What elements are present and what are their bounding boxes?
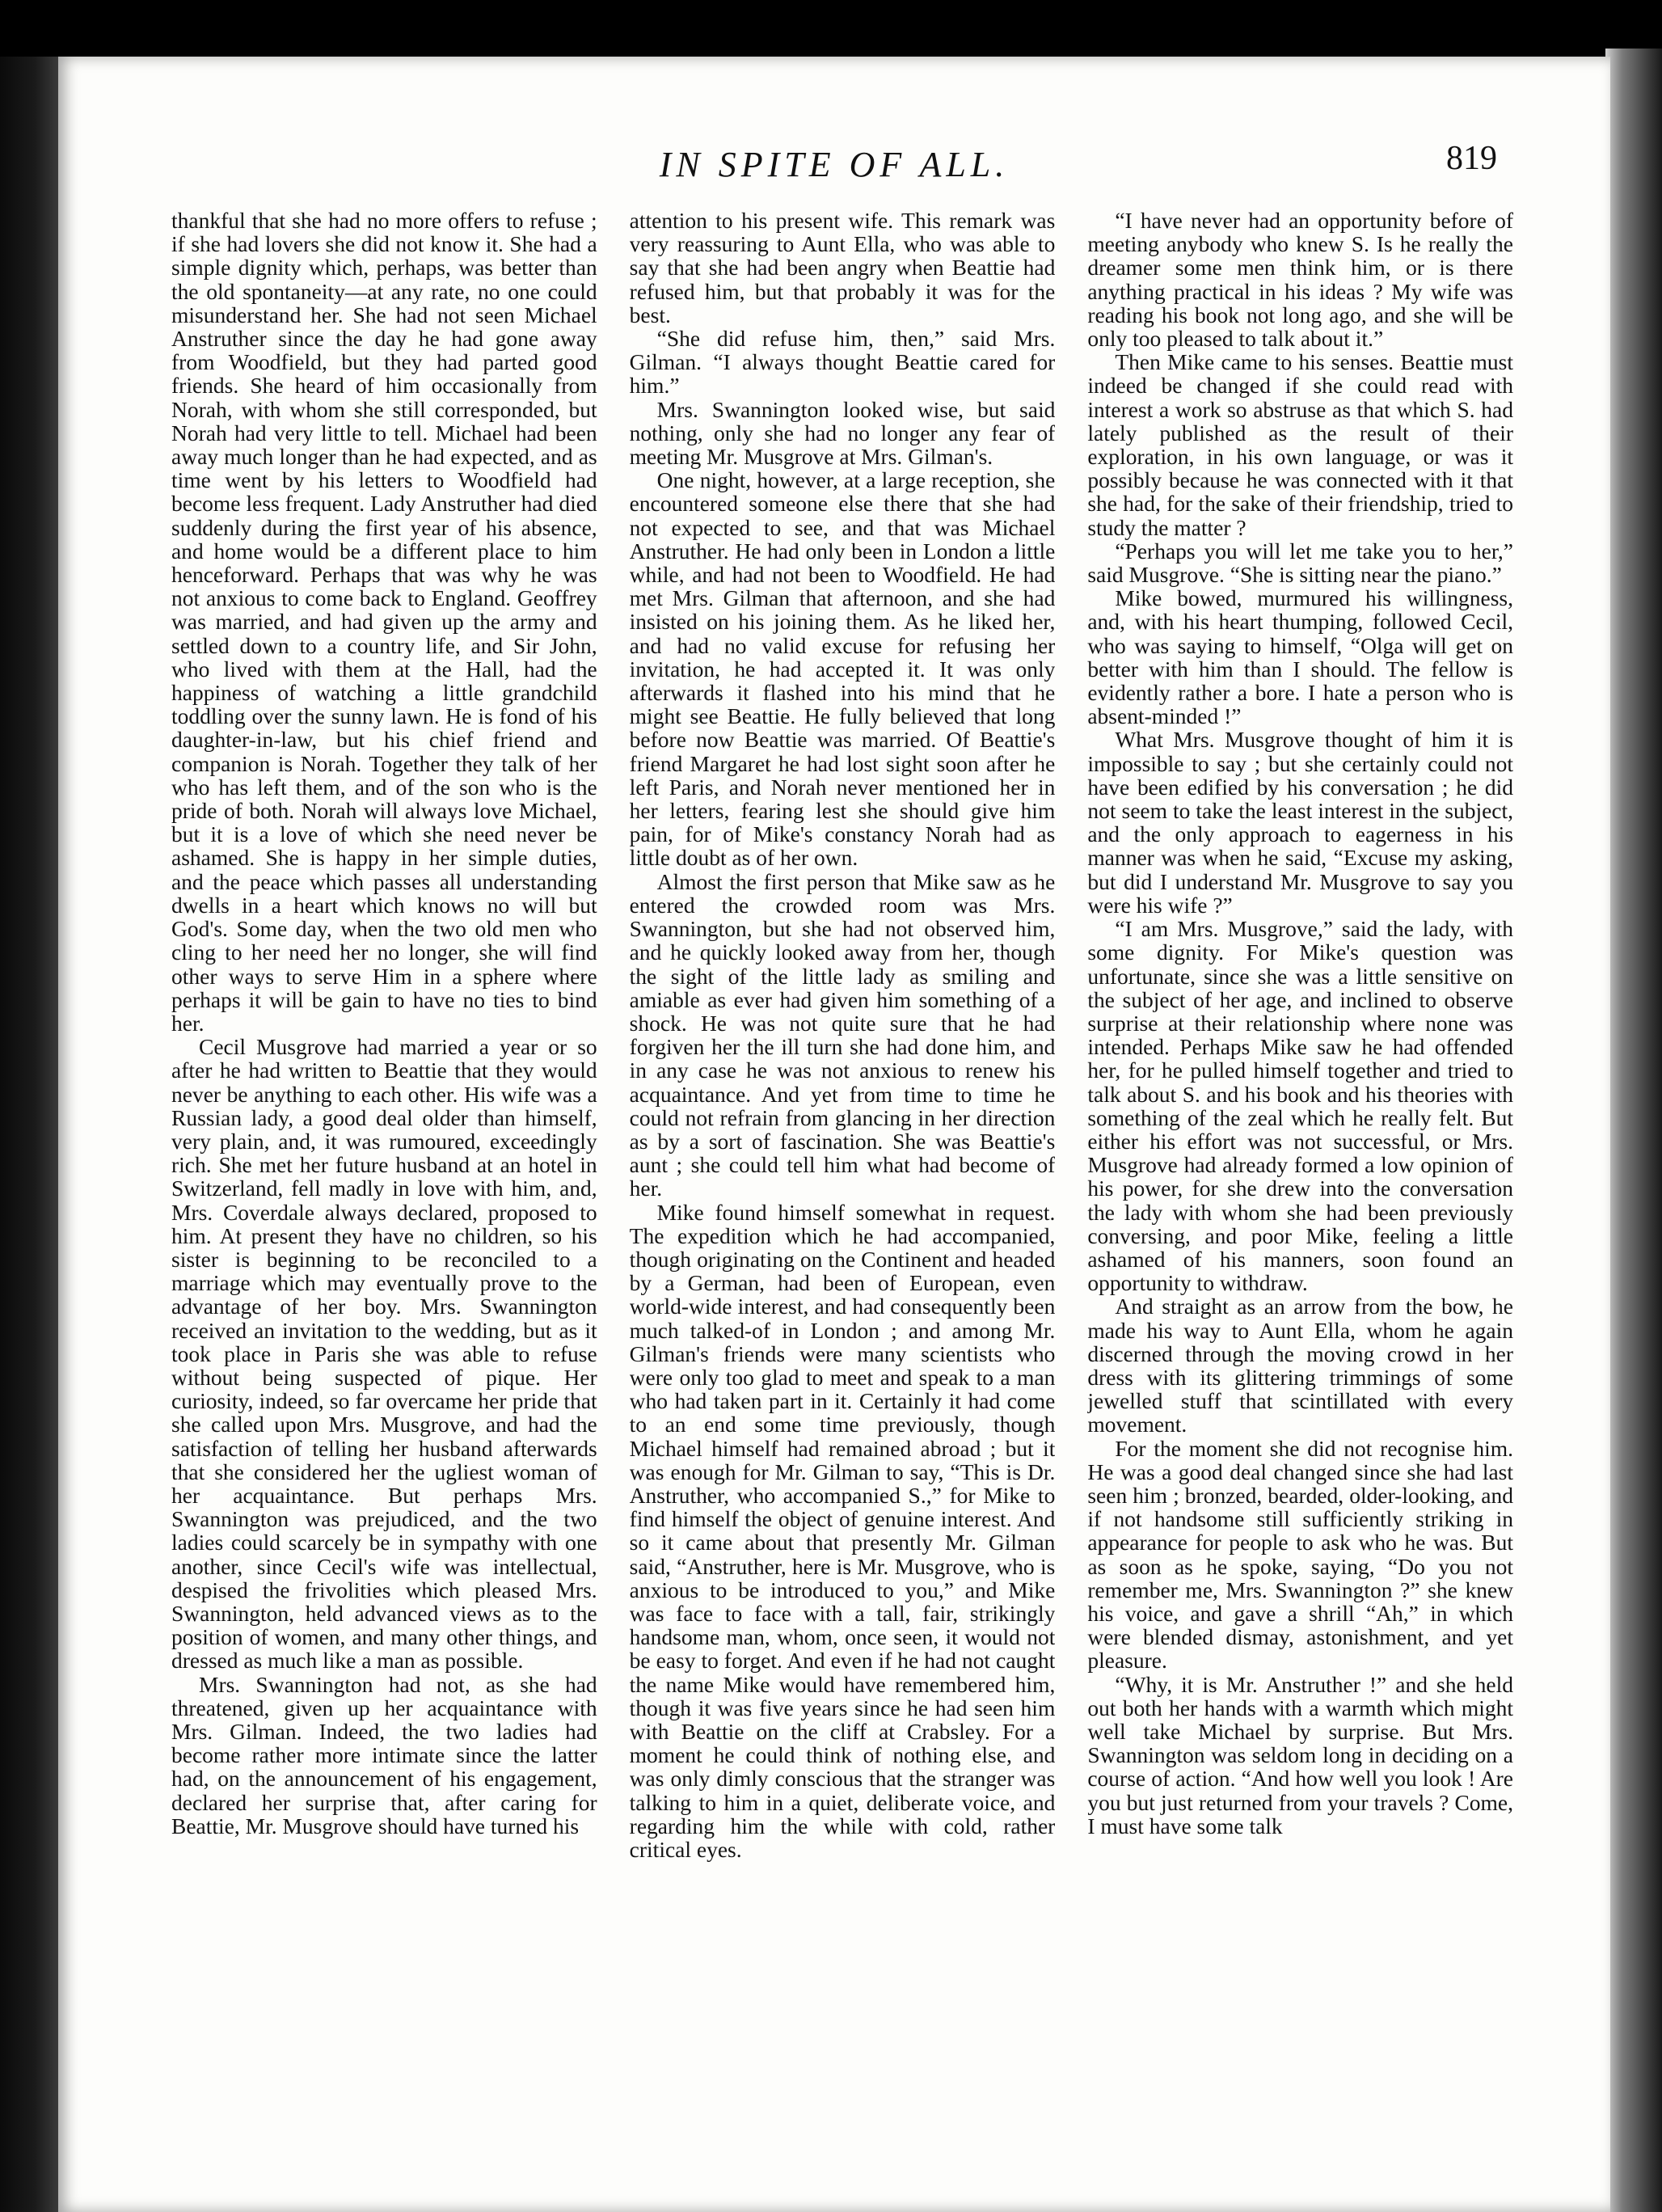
paragraph: Mike bowed, murmured his willingness, and, with his heart thumping, followed Cecil, who was saying to himself, “Olga will get on better with him than I should. The fellow is evidently rather a bore. I hate a person who is absent-minded !” xyxy=(1087,585,1514,729)
column-left xyxy=(171,209,597,2189)
book-spine-shadow xyxy=(0,57,58,2212)
paragraph: One night, however, at a large reception, she encountered someone else there that she had not expected to see, and that was Michael Anstruther. He had only been in London a little while, and had not been to Woodfield. He had met Mrs. Gilman that afternoon, and she had insisted on his joining them. As he liked her, and had no valid excuse for refusing her invitation, he had accepted it. It was only afterwards it flashed into his mind that he might see Beattie. He fully believed that long before now Beattie was married. Of Beattie's friend Margaret he had lost sight soon after he left Paris, and Norah never mentioned her in her letters, fearing lest she should give him pain, for of Mike's constancy Norah had as little doubt as of her own. xyxy=(629,467,1056,871)
column-right xyxy=(1087,209,1513,2189)
running-title: IN SPITE OF ALL. xyxy=(659,145,1010,184)
paragraph: “Why, it is Mr. Anstruther !” and she held out both her hands with a warmth which might well take Michael by surprise. But Mrs. Swannington was seldom long in deciding on a course of action. “And how well you look ! Are you but just returned from your travels ? Come, I must have some talk xyxy=(1087,1671,1514,1838)
paragraph: Then Mike came to his senses. Beattie must indeed be changed if she could read with interest a work so abstruse as that which S. had lately published as the result of their exploration, in his own language, or was it possibly because he was connected with it that she had, for the sake of their friendship, tried to study the matter ? xyxy=(1087,349,1514,540)
paragraph: “Perhaps you will let me take you to her,” said Musgrove. “She is sitting near the piano.” xyxy=(1087,538,1514,588)
paragraph: For the moment she did not recognise him. He was a good deal changed since she had last seen him ; bronzed, bearded, older-looking, and if not handsome still sufficiently striking in appearance for people to ask who he was. But as soon as he spoke, saying, “Do you not remember me, Mrs. Swannington ?” she knew his voice, and gave a shrill “Ah,” in which were blended dismay, astonishment, and yet pleasure. xyxy=(1087,1435,1514,1674)
paragraph: attention to his present wife. This remark was very reassuring to Aunt Ella, who was able to say that she had been angry when Beattie had refused him, but that probably it was for the best. xyxy=(629,209,1056,327)
paragraph: And straight as an arrow from the bow, he made his way to Aunt Ella, whom he again discerned through the moving crowd in her dress with its glittering trimmings of some jewelled stuff that scintillated with every movement. xyxy=(1087,1294,1514,1437)
book-page xyxy=(58,57,1610,2212)
column-middle xyxy=(630,209,1056,2189)
paragraph: Mrs. Swannington looked wise, but said nothing, only she had no longer any fear of meeting Mr. Musgrove at Mrs. Gilman's. xyxy=(629,396,1056,470)
paragraph: Mrs. Swannington had not, as she had threatened, given up her acquaintance with Mrs. Gilman. Indeed, the two ladies had become rather more intimate since the latter had, on the announcement of his engagement, declared her surprise that, after caring for Beattie, Mr. Musgrove should have turned his xyxy=(171,1671,597,1838)
paragraph: “I am Mrs. Musgrove,” said the lady, with some dignity. For Mike's question was unfortunate, since she was a little sensitive on the subject of her age, and inclined to observe surprise at their relationship where none was intended. Perhaps Mike saw he had offended her, for he pulled himself together and tried to talk about S. and his book and his theories with something of the zeal which he really felt. But either his effort was not successful, or Mrs. Musgrove had already formed a low opinion of his power, for she drew into the conversation the lady with whom she had been previously conversing, and poor Mike, feeling a little ashamed of his manners, soon found an opportunity to withdraw. xyxy=(1087,916,1514,1296)
text-columns xyxy=(171,209,1513,2189)
paragraph: What Mrs. Musgrove thought of him it is impossible to say ; but she certainly could not have been edified by his conversation ; he did not seem to take the least interest in the subject, and the only approach to eagerness in his manner was when he said, “Excuse my asking, but did I understand Mr. Musgrove to say you were his wife ?” xyxy=(1087,727,1514,918)
paragraph: “She did refuse him, then,” said Mrs. Gilman. “I always thought Beattie cared for him.” xyxy=(629,326,1056,399)
page-number: 819 xyxy=(1446,140,1497,177)
paragraph: Almost the first person that Mike saw as he entered the crowded room was Mrs. Swannington, but she had not observed him, and he quickly looked away from her, though the sight of the little lady as smiling and amiable as ever had given him something of a shock. He was not quite sure that he had forgiven her the ill turn she had done him, and in any case he was not anxious to renew his acquaintance. And yet from time to time he could not refrain from glancing in her direction as by a sort of fascination. She was Beattie's aunt ; she could tell him what had become of her. xyxy=(629,868,1056,1201)
paragraph: thankful that she had no more offers to refuse ; if she had lovers she did not know it. She had a simple dignity which, perhaps, was better than the old spontaneity—at any rate, no one could misunderstand her. She had not seen Michael Anstruther since the day he had gone away from Woodfield, but they had parted good friends. She heard of him occasionally from Norah, with whom she still corresponded, but Norah had very little to tell. Michael had been away much longer than he had expected, and as time went by his letters to Woodfield had become less frequent. Lady Anstruther had died suddenly during the first year of his absence, and home would be a different place to him henceforward. Perhaps that was why he was not anxious to come back to England. Geoffrey was married, and had given up the army and settled down to a country life, and Sir John, who lived with them at the Hall, had the happiness of watching a little grandchild toddling over the sunny lawn. He is fond of his daughter-in-law, but his chief friend and companion is Norah. Together they talk of her who has left them, and of the son who is the pride of both. Norah will always love Michael, but it is a love of which she need never be ashamed. She is happy in her simple duties, and the peace which passes all understanding dwells in a heart which knows no will but God's. Some day, when the two old men who cling to her need her no longer, she will find other ways to serve Him in a sphere where perhaps it will be gain to have no ties to bind her. xyxy=(171,209,597,1036)
paragraph: Mike found himself somewhat in request. The expedition which he had accompanied, though originating on the Continent and headed by a German, had been of European, even world-wide interest, and had consequently been much talked-of in London ; and among Mr. Gilman's friends were many scientists who were only too glad to meet and speak to a man who had taken part in it. Certainly it had come to an end some time previously, though Michael himself had remained abroad ; but it was enough for Mr. Gilman to say, “This is Dr. Anstruther, who accompanied S.,” for Mike to find himself the object of genuine interest. And so it came about that presently Mr. Gilman said, “Anstruther, here is Mr. Musgrove, who is anxious to be introduced to you,” and Mike was face to face with a tall, fair, strikingly handsome man, whom, once seen, it would not be easy to forget. And even if he had not caught the name Mike would have remembered him, though it was five years since he had seen him with Beattie on the cliff at Crabsley. For a moment he could think of nothing else, and was only dimly conscious that the stranger was talking to him in a quiet, deliberate voice, and regarding him the while with cold, rather critical eyes. xyxy=(629,1199,1056,1863)
page-edge-shadow xyxy=(1605,49,1662,2212)
paragraph: “I have never had an opportunity before of meeting anybody who knew S. Is he really the dreamer some men think him, or is there anything practical in his ideas ? My wife was reading his book not long ago, and she will be only too pleased to talk about it.” xyxy=(1087,209,1514,352)
paragraph: Cecil Musgrove had married a year or so after he had written to Beattie that they would never be anything to each other. His wife was a Russian lady, a good deal older than himself, very plain, and, it was rumoured, exceedingly rich. She met her future husband at an hotel in Switzerland, fell madly in love with him, and, Mrs. Coverdale always declared, proposed to him. At present they have no children, so his sister is beginning to be reconciled to a marriage which may eventually prove to the advantage of her boy. Mrs. Swannington received an invitation to the wedding, but as it took place in Paris she was able to refuse without being suspected of pique. Her curiosity, indeed, so far overcame her pride that she called upon Mrs. Musgrove, and had the satisfaction of telling her husband afterwards that she considered her the ugliest woman of her acquaintance. But perhaps Mrs. Swannington was prejudiced, and the two ladies could scarcely be in sympathy with one another, since Cecil's wife was intellectual, despised the frivolities which pleased Mrs. Swannington, held advanced views as to the position of women, and many other things, and dressed as much like a man as possible. xyxy=(171,1034,597,1674)
